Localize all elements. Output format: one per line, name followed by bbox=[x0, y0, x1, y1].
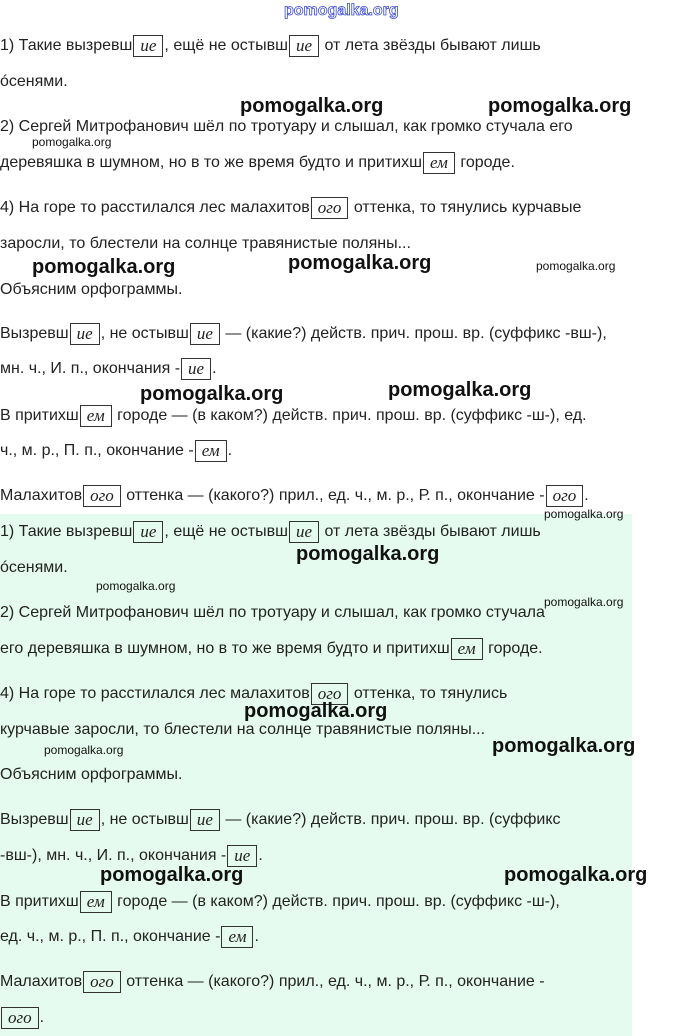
ending-box: ого bbox=[311, 683, 349, 705]
ending-box: ем bbox=[423, 152, 455, 174]
watermark: pomogalka.org bbox=[32, 256, 176, 278]
watermark: pomogalka.org bbox=[288, 252, 432, 274]
ending-box: ие bbox=[133, 35, 163, 57]
top-sentence-4-cont: заросли, то блестели на солнце травянистые поляны... bbox=[0, 235, 411, 252]
watermark: pomogalka.org bbox=[100, 864, 244, 886]
watermark: pomogalka.org bbox=[536, 259, 616, 273]
ending-box: ого bbox=[83, 485, 121, 507]
bottom-explain-1: Вызревш ие , не остывш ие — (какие?) действ. прич. прош. вр. (суффикс bbox=[0, 810, 561, 829]
top-explain-2: В притихш ем городе — (в каком?) действ. прич. прош. вр. (суффикс -ш-), ед. bbox=[0, 406, 587, 425]
ending-box: ем bbox=[221, 926, 253, 948]
watermark: pomogalka.org bbox=[140, 383, 284, 405]
watermark: pomogalka.org bbox=[32, 135, 112, 149]
ending-box: ие bbox=[190, 323, 220, 345]
watermark: pomogalka.org bbox=[96, 579, 176, 593]
ending-box: ие bbox=[70, 809, 100, 831]
watermark: pomogalka.org bbox=[244, 700, 388, 722]
ending-box: ем bbox=[80, 405, 112, 427]
bottom-sentence-2-cont: его деревяшка в шумном, но в то же время будто и притихш ем городе. bbox=[0, 639, 543, 658]
ending-box: ем bbox=[195, 440, 227, 462]
top-explain-1: Вызревш ие , не остывш ие — (какие?) действ. прич. прош. вр. (суффикс -вш-), bbox=[0, 324, 607, 343]
ending-box: ого bbox=[311, 197, 349, 219]
bottom-explain-heading: Объясним орфограммы. bbox=[0, 766, 183, 783]
ending-box: ие bbox=[289, 521, 319, 543]
watermark: pomogalka.org bbox=[544, 507, 624, 521]
watermark: pomogalka.org bbox=[44, 743, 124, 757]
ending-box: ого bbox=[1, 1007, 39, 1029]
top-explain-2-cont: ч., м. р., П. п., окончание - ем . bbox=[0, 441, 233, 460]
bottom-explain-3-cont: ого . bbox=[0, 1007, 44, 1029]
watermark: pomogalka.org bbox=[388, 379, 532, 401]
ending-box: ие bbox=[190, 809, 220, 831]
ending-box: ие bbox=[133, 521, 163, 543]
bottom-sentence-2: 2) Сергей Митрофанович шёл по тротуару и слышал, как громко стучала bbox=[0, 604, 545, 621]
top-explain-heading: Объясним орфограммы. bbox=[0, 281, 183, 298]
top-sentence-1-cont: óсенями. bbox=[0, 73, 68, 90]
bottom-sentence-4-cont: курчавые заросли, то блестели на солнце травянистые поляны... bbox=[0, 721, 486, 738]
bottom-explain-2: В притихш ем городе — (в каком?) действ. прич. прош. вр. (суффикс -ш-), bbox=[0, 892, 560, 911]
bottom-explain-3: Малахитов ого оттенка — (какого?) прил., ед. ч., м. р., Р. п., окончание - bbox=[0, 972, 545, 991]
top-sentence-1: 1) Такие вызревш ие , ещё не остывш ие от лета звёзды бывают лишь bbox=[0, 36, 541, 55]
bottom-explain-1-cont: -вш-), мн. ч., И. п., окончания - ие . bbox=[0, 846, 263, 865]
top-explain-3: Малахитов ого оттенка — (какого?) прил., ед. ч., м. р., Р. п., окончание - ого . bbox=[0, 486, 589, 505]
ending-box: ем bbox=[80, 891, 112, 913]
site-watermark-top[interactable]: pomogalka.org bbox=[284, 2, 399, 19]
ending-box: ие bbox=[289, 35, 319, 57]
top-sentence-4: 4) На горе то расстилался лес малахитов ого оттенка, то тянулись курчавые bbox=[0, 198, 582, 217]
watermark: pomogalka.org bbox=[492, 735, 636, 757]
top-sentence-2-cont: деревяшка в шумном, но в то же время будто и притихш ем городе. bbox=[0, 153, 515, 172]
watermark: pomogalka.org bbox=[544, 595, 624, 609]
ending-box: ие bbox=[70, 323, 100, 345]
ending-box: ем bbox=[451, 638, 483, 660]
bottom-explain-2-cont: ед. ч., м. р., П. п., окончание - ем . bbox=[0, 927, 259, 946]
top-sentence-2: 2) Сергей Митрофанович шёл по тротуару и слышал, как громко стучала его bbox=[0, 118, 573, 135]
bottom-sentence-1-cont: óсенями. bbox=[0, 559, 68, 576]
ending-box: ие bbox=[227, 845, 257, 867]
watermark: pomogalka.org bbox=[488, 95, 632, 117]
ending-box: ого bbox=[83, 971, 121, 993]
bottom-sentence-4: 4) На горе то расстилался лес малахитов ого оттенка, то тянулись bbox=[0, 684, 508, 703]
watermark: pomogalka.org bbox=[504, 864, 648, 886]
top-explain-1-cont: мн. ч., И. п., окончания - ие . bbox=[0, 359, 217, 378]
ending-box: ого bbox=[546, 485, 584, 507]
bottom-sentence-1: 1) Такие вызревш ие , ещё не остывш ие от лета звёзды бывают лишь bbox=[0, 522, 541, 541]
ending-box: ие bbox=[181, 358, 211, 380]
watermark: pomogalka.org bbox=[296, 543, 440, 565]
watermark: pomogalka.org bbox=[240, 95, 384, 117]
